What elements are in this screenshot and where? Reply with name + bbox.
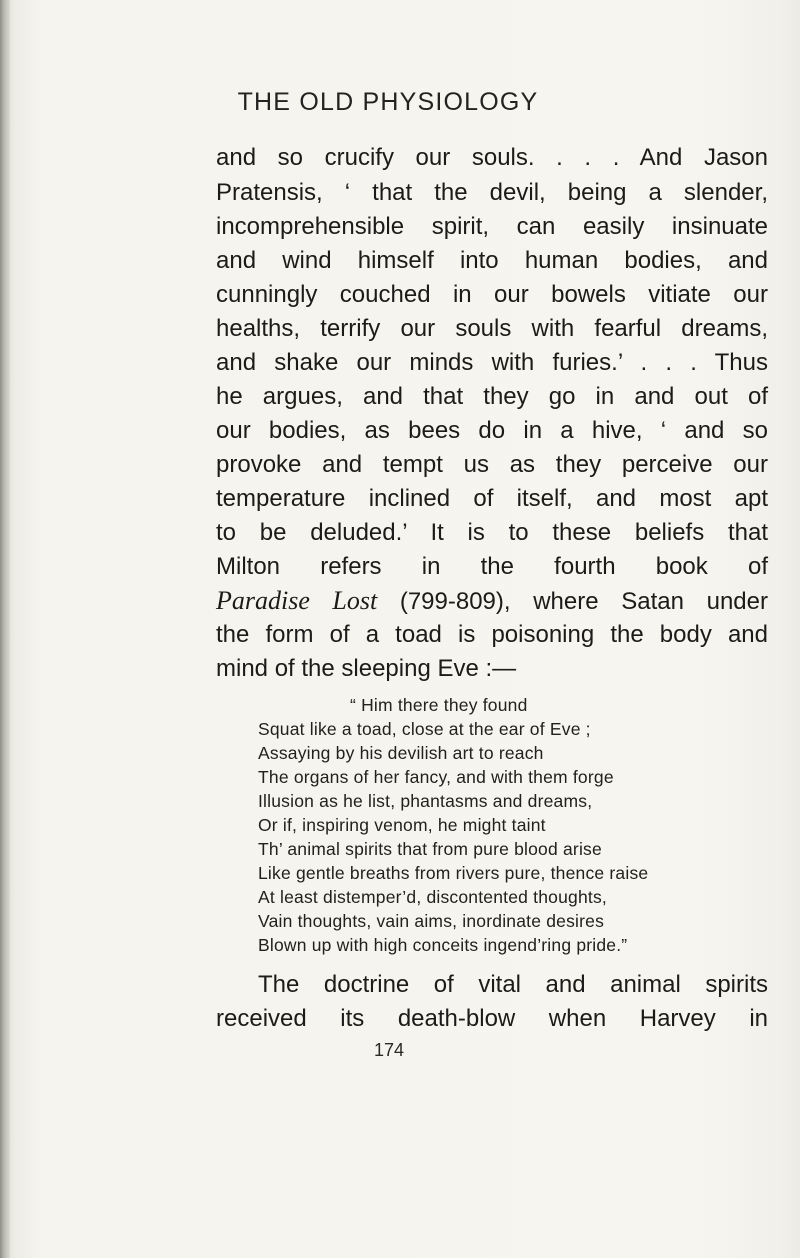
paragraph-line: and shake our minds with furies.’ . . . Thus bbox=[216, 349, 768, 376]
verse-line: Illusion as he list, phantasms and dreams, bbox=[258, 791, 593, 811]
paragraph-line: cunningly couched in our bowels vitiate our bbox=[216, 281, 768, 308]
running-head-text: THE OLD PHYSIOLOGY bbox=[237, 88, 539, 116]
paragraph-line: he argues, and that they go in and out of bbox=[216, 383, 768, 410]
paragraph-line-title bbox=[216, 586, 768, 617]
page-gutter-shadow bbox=[0, 0, 10, 1258]
verse-line: Assaying by his devilish art to reach bbox=[258, 743, 544, 763]
paragraph-line: The doctrine of vital and animal spirits bbox=[258, 971, 768, 998]
verse-line: Like gentle breaths from rivers pure, thence raise bbox=[258, 863, 649, 883]
paragraph-line: temperature inclined of itself, and most apt bbox=[216, 485, 768, 512]
paragraph-line: mind of the sleeping Eve :— bbox=[216, 655, 517, 682]
verse-line: Vain thoughts, vain aims, inordinate desires bbox=[258, 911, 605, 931]
paragraph-line: incomprehensible spirit, can easily insinuate bbox=[216, 213, 768, 240]
paragraph-line: received its death-blow when Harvey in bbox=[216, 1005, 768, 1032]
verse-line: The organs of her fancy, and with them forge bbox=[258, 767, 614, 787]
page-number bbox=[0, 1040, 800, 1061]
paragraph-line: the form of a toad is poisoning the body and bbox=[216, 621, 768, 648]
paragraph-line: and wind himself into human bodies, and bbox=[216, 247, 768, 274]
paragraph-line: and so crucify our souls. . . . And Jason bbox=[216, 144, 768, 171]
paragraph-line: to be deluded.’ It is to these beliefs that bbox=[216, 519, 768, 546]
paragraph-line: healths, terrify our souls with fearful dreams, bbox=[216, 315, 768, 342]
paragraph-line: our bodies, as bees do in a hive, ‘ and so bbox=[216, 417, 768, 444]
verse-line: Th’ animal spirits that from pure blood arise bbox=[258, 839, 602, 859]
work-title-italic: Paradise Lost bbox=[216, 586, 378, 615]
paragraph-line: provoke and tempt us as they perceive our bbox=[216, 451, 768, 478]
line-continuation: (799-809), where Satan under bbox=[377, 588, 768, 615]
verse-line: Or if, inspiring venom, he might taint bbox=[258, 815, 546, 835]
verse-line: Squat like a toad, close at the ear of Eve ; bbox=[258, 719, 591, 739]
paragraph-line: Pratensis, ‘ that the devil, being a slender, bbox=[216, 179, 768, 206]
page-number-text: 174 bbox=[373, 1040, 405, 1060]
verse-line: At least distemper’d, discontented thoughts, bbox=[258, 887, 607, 907]
running-head bbox=[0, 88, 800, 117]
verse-line: Blown up with high conceits ingend’ring pride.” bbox=[258, 935, 628, 955]
paragraph-line: Milton refers in the fourth book of bbox=[216, 553, 768, 580]
verse-line: “ Him there they found bbox=[350, 695, 528, 715]
